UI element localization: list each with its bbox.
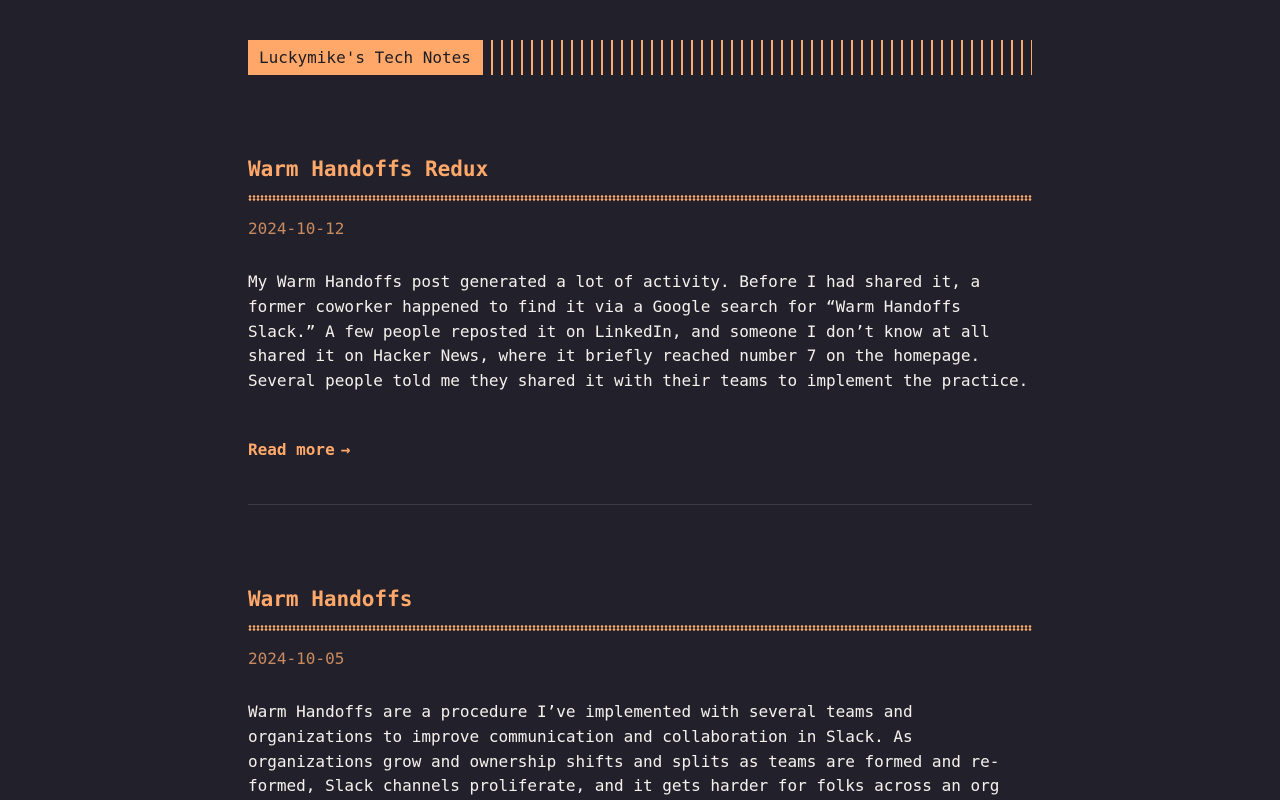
site-title-link[interactable]: Luckymike's Tech Notes — [248, 40, 483, 75]
post-divider — [248, 504, 1032, 505]
post-title-link[interactable]: Warm Handoffs Redux — [248, 157, 489, 181]
post-card — [248, 583, 1032, 796]
read-more-link[interactable] — [248, 439, 350, 461]
site-header — [248, 40, 1032, 75]
post-date: 2024-10-12 — [248, 219, 345, 238]
post-title-link[interactable]: Warm Handoffs — [248, 587, 413, 611]
post-card — [248, 153, 1032, 459]
title-underline — [248, 195, 1032, 201]
arrow-right-icon: → — [340, 440, 351, 459]
read-more-label: Read more — [248, 440, 335, 459]
header-decoration — [491, 40, 1032, 75]
post-excerpt: Warm Handoffs are a procedure I’ve implemented with several teams and organizations to improve communication and collaboration in Slack. As organizations grow and ownership shifts and splits as teams are formed and re-formed, Slack channels proliferate, and it gets harder for folks across an org — [248, 702, 1000, 796]
title-underline — [248, 625, 1032, 631]
post-excerpt: My Warm Handoffs post generated a lot of activity. Before I had shared it, a former coworker happened to find it via a Google search for “Warm Handoffs Slack.” A few people reposted it on LinkedIn, and someone I don’t know at all shared it on Hacker News, where it briefly reached number 7 on the homepage. Several people told me they shared it with their teams to implement the practice. — [248, 272, 1029, 391]
post-date: 2024-10-05 — [248, 649, 345, 668]
